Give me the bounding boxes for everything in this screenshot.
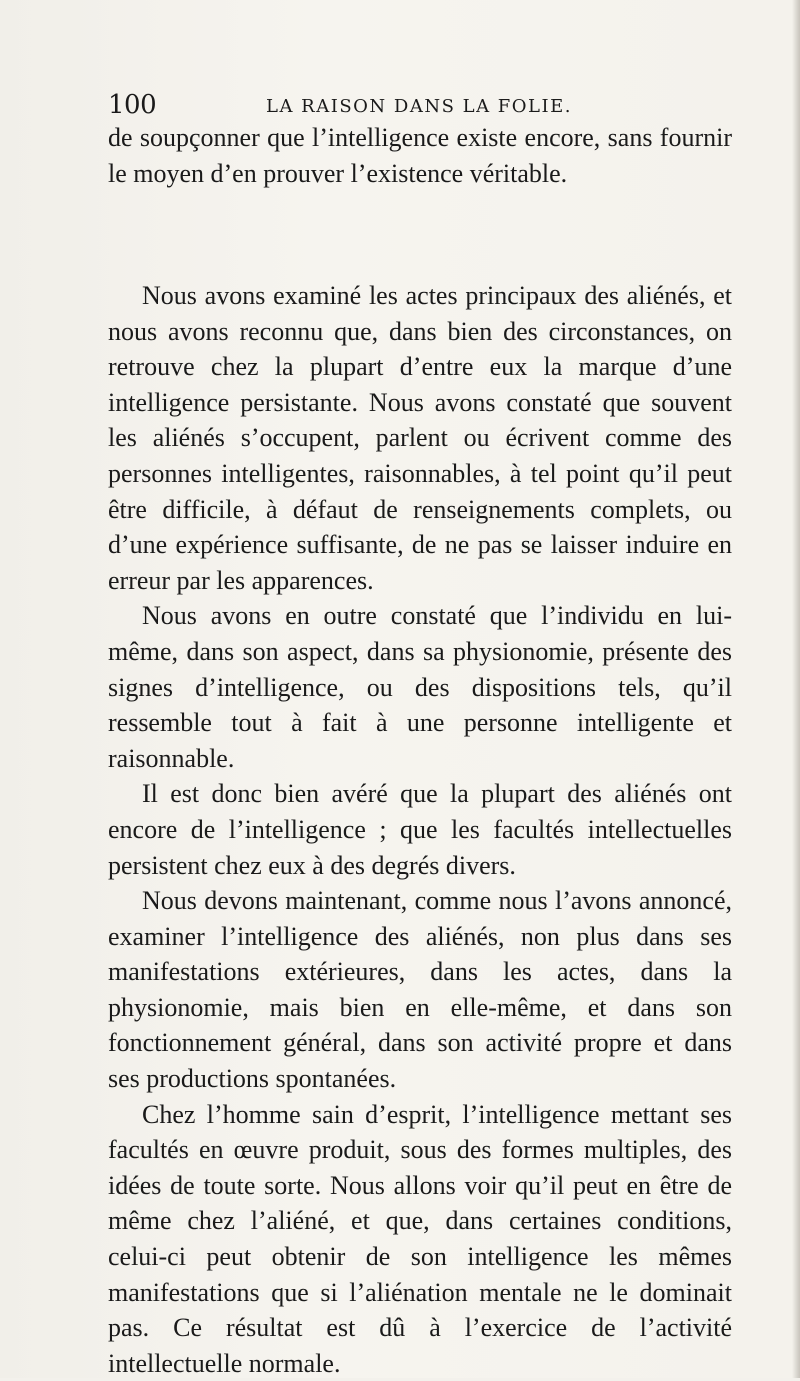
continuation-text <box>108 120 732 191</box>
page-edge-shadow <box>792 0 800 1378</box>
page-number: 100 <box>108 90 157 120</box>
paragraph: Il est donc bien avéré que la plupart des aliénés ont encore de l’intelligence ; que les facultés intellectuelles persistent chez eux à des degrés divers. <box>108 779 732 880</box>
paragraph: Chez l’homme sain d’esprit, l’intelligence mettant ses facultés en œuvre produit, sous des formes multiples, des idées de toute sorte. Nous allons voir qu’il peut en être de même chez l’aliéné, et que, dans certaines conditions, celui-ci peut obtenir de son intelligence les mêmes manifestations que si l’aliénation mentale ne le dominait pas. Ce résultat est dû à l’exercice de l’activité intellectuelle normale. <box>108 1099 732 1378</box>
paragraph: Nous avons examiné les actes principaux des aliénés, et nous avons reconnu que, dans bien des circonstances, on retrouve chez la plupart d’entre eux la marque d’une intelligence persistante. Nous avons constaté que souvent les aliénés s’occupent, parlent ou écrivent comme des personnes intelligentes, raisonnables, à tel point qu’il peut être difficile, à défaut de renseignements complets, ou d’une expérience suffisante, de ne pas se laisser induire en erreur par les apparences. <box>108 281 732 595</box>
continuation-paragraph: de soupçonner que l’intelligence existe encore, sans fournir le moyen d’en prouver l’existence véritable. <box>108 123 732 188</box>
paragraph: Nous avons en outre constaté que l’individu en lui-même, dans son aspect, dans sa physionomie, présente des signes d’intelligence, ou des dispositions tels, qu’il ressemble tout à fait à une personne intelligente et raisonnable. <box>108 601 732 773</box>
running-title: LA RAISON DANS LA FOLIE. <box>266 96 572 117</box>
paragraph: Nous devons maintenant, comme nous l’avons annoncé, examiner l’intelligence des aliénés, non plus dans ses manifestations extérieures, dans les actes, dans la physionomie, mais bien en elle-même, et dans son fonctionnement général, dans son activité propre et dans ses productions spontanées. <box>108 886 732 1094</box>
body-text <box>108 278 732 1381</box>
